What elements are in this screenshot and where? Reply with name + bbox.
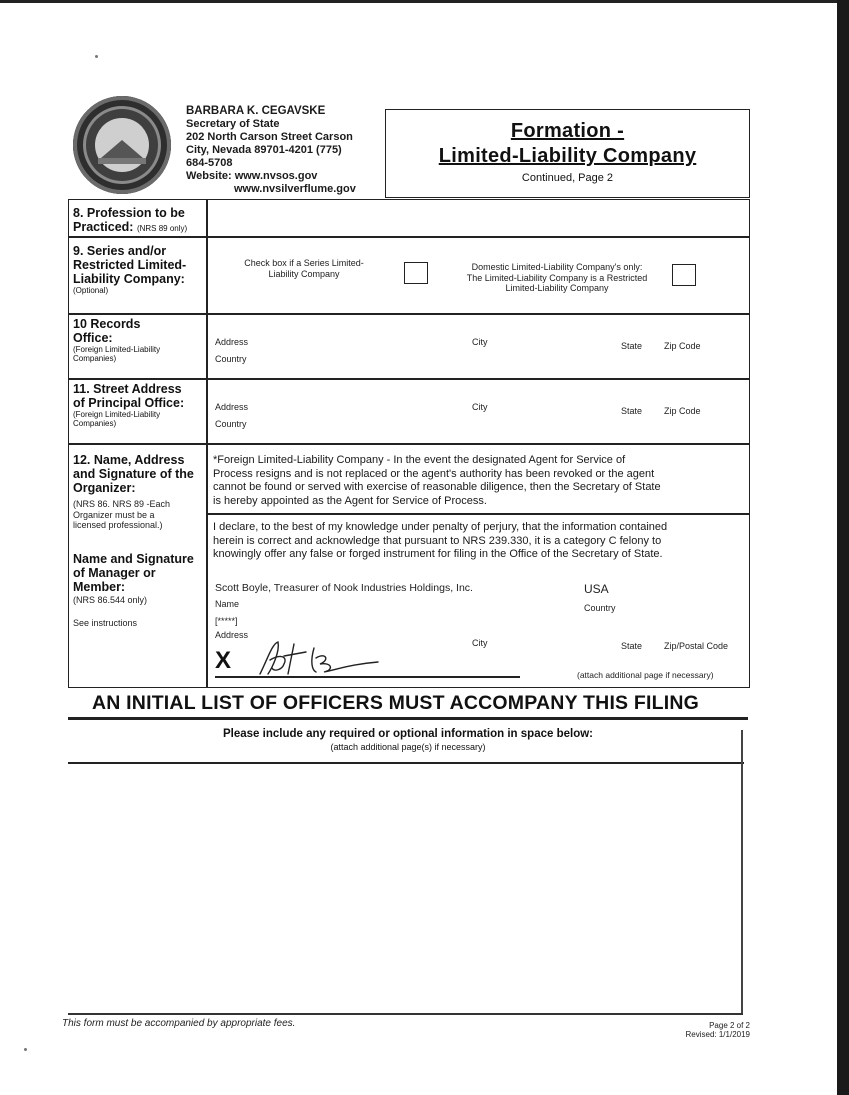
additional-info-area[interactable]	[70, 765, 738, 1011]
organizer-city-label: City	[472, 638, 488, 648]
principal-city-label: City	[472, 402, 488, 412]
agency-address-2: City, Nevada 89701-4201 (775)	[186, 144, 342, 156]
additional-info-box-top	[68, 762, 744, 764]
section-11-label	[73, 382, 184, 428]
principal-address-label: Address	[215, 402, 249, 412]
footer-revised-date: Revised: 1/1/2019	[685, 1030, 750, 1039]
series-llc-checkbox[interactable]	[404, 262, 428, 284]
organizer-state-label: State	[621, 641, 643, 651]
section-8-title: 8. Profession to be	[73, 206, 185, 220]
scan-speck	[24, 1048, 27, 1051]
nevada-state-seal-icon	[73, 96, 171, 194]
signature-line	[215, 676, 520, 678]
footer-page-info	[680, 1021, 750, 1039]
manager-member-title-2: of Manager or	[73, 566, 156, 580]
form-title-box	[385, 109, 750, 198]
organizer-country-label: Country	[584, 603, 616, 613]
additional-info-box-right	[741, 730, 743, 1014]
section-8-note: (NRS 89 only)	[136, 224, 188, 233]
section-11-note-1: (Foreign Limited-Liability	[73, 410, 161, 419]
series-checkbox-label	[229, 258, 379, 279]
records-address-label: Address	[215, 337, 249, 347]
foreign-paragraph-line-3: cannot be found or served with exercise of reasonable diligence, then the Secretary of State	[213, 481, 661, 493]
organizer-zip-label: Zip/Postal Code	[664, 641, 729, 651]
restricted-checkbox-label-3: Limited-Liability Company	[505, 283, 609, 293]
section-9-title-1: 9. Series and/or	[73, 244, 167, 258]
row-divider	[69, 378, 749, 380]
restricted-checkbox-label-2: The Limited-Liability Company is a Restricted	[466, 272, 648, 283]
officers-notice: AN INITIAL LIST OF OFFICERS MUST ACCOMPANY THIS FILING	[92, 692, 699, 714]
declaration-line-2: herein is correct and acknowledge that pursuant to NRS 239.330, it is a category C felony to	[213, 534, 662, 547]
signature-scribble-icon[interactable]	[254, 638, 384, 678]
manager-member-title-1: Name and Signature	[73, 552, 194, 566]
row-divider	[207, 513, 749, 515]
records-country-label: Country	[215, 354, 247, 364]
agency-website-1: Website: www.nvsos.gov	[186, 170, 318, 182]
foreign-llc-agent-paragraph	[213, 454, 743, 508]
section-10-note-2: Companies)	[73, 354, 117, 363]
scan-speck	[95, 55, 98, 58]
section-9-note: (Optional)	[73, 286, 109, 295]
principal-country-label: Country	[215, 419, 247, 429]
agency-website-2: www.nvsilverflume.gov	[234, 183, 356, 195]
form-table	[68, 199, 750, 688]
scan-edge-top	[0, 0, 849, 3]
records-state-label: State	[621, 341, 643, 351]
section-12-note-2: Organizer must be a	[73, 509, 155, 520]
declaration-paragraph	[213, 521, 743, 562]
footer-fee-note: This form must be accompanied by appropriate fees.	[62, 1018, 296, 1029]
organizer-address-label: Address	[215, 630, 249, 640]
form-title-line1: Formation -	[510, 120, 625, 142]
additional-info-box-bottom	[68, 1013, 743, 1015]
scan-edge-right	[837, 0, 849, 1095]
restricted-checkbox-label-1: Domestic Limited-Liability Company's only:	[471, 262, 643, 272]
row-divider	[69, 313, 749, 315]
restricted-checkbox-label	[447, 262, 667, 294]
section-12-title-3: Organizer:	[73, 481, 136, 495]
foreign-paragraph-line-1: *Foreign Limited-Liability Company - In the event the designated Agent for Service of	[213, 454, 626, 466]
see-instructions-note: See instructions	[73, 618, 138, 628]
manager-member-note: (NRS 86.544 only)	[73, 595, 148, 605]
officers-rule	[68, 717, 748, 720]
section-8-title-2: Practiced:	[73, 220, 134, 234]
principal-state-label: State	[621, 406, 643, 416]
foreign-paragraph-line-2: Process resigns and is not replaced or the agent's authority has been revoked or the agent	[213, 467, 655, 480]
section-11-title-1: 11. Street Address	[73, 382, 182, 396]
section-9-title-3: Liability Company:	[73, 272, 185, 286]
section-12-title-1: 12. Name, Address	[73, 453, 185, 467]
section-12-notes	[73, 499, 203, 531]
agency-address-1: 202 North Carson Street Carson	[186, 131, 353, 143]
section-11-title-2: of Principal Office:	[73, 396, 185, 410]
profession-field[interactable]	[209, 202, 745, 234]
series-checkbox-label-1: Check box if a Series Limited-	[244, 258, 364, 268]
records-zip-label: Zip Code	[664, 341, 701, 351]
section-12-label	[73, 453, 194, 495]
declaration-line-1: I declare, to the best of my knowledge under penalty of perjury, that the information contained	[213, 521, 668, 533]
records-city-label: City	[472, 337, 488, 347]
agency-phone: 684-5708	[186, 157, 233, 169]
form-title-line2: Limited-Liability Company	[438, 145, 697, 167]
section-10-title-2: Office:	[73, 331, 113, 345]
section-8-label	[73, 206, 187, 236]
section-12-note-1: (NRS 86. NRS 89 -Each	[73, 499, 171, 509]
organizer-name-label: Name	[215, 599, 240, 609]
row-divider	[69, 236, 749, 238]
section-12-note-3: licensed professional.)	[73, 520, 163, 530]
organizer-address-value[interactable]: [*****]	[215, 616, 238, 626]
footer-page-number: Page 2 of 2	[709, 1021, 750, 1030]
attach-note: (attach additional page if necessary)	[577, 670, 714, 680]
row-divider	[69, 443, 749, 445]
series-checkbox-label-2: Liability Company	[268, 268, 340, 279]
include-instructions: Please include any required or optional information in space below:	[223, 728, 593, 740]
include-instructions-sub: (attach additional page(s) if necessary)	[330, 742, 486, 752]
section-9-title-2: Restricted Limited-	[73, 258, 187, 272]
agency-block	[186, 105, 356, 196]
manager-member-label	[73, 552, 194, 594]
organizer-country-value[interactable]: USA	[584, 582, 609, 596]
principal-zip-label: Zip Code	[664, 406, 701, 416]
organizer-name-value[interactable]: Scott Boyle, Treasurer of Nook Industries Holdings, Inc.	[215, 582, 473, 594]
section-10-title-1: 10 Records	[73, 317, 141, 331]
form-title-continued: Continued, Page 2	[521, 172, 614, 184]
manager-member-title-3: Member:	[73, 580, 126, 594]
section-9-label	[73, 244, 186, 295]
declaration-line-3: knowingly offer any false or forged instrument for filing in the Office of the Secretary of State.	[213, 548, 663, 560]
restricted-llc-checkbox[interactable]	[672, 264, 696, 286]
section-12-title-2: and Signature of the	[73, 467, 194, 481]
signature-x-mark: X	[215, 647, 232, 674]
foreign-paragraph-line-4: is hereby appointed as the Agent for Service of Process.	[213, 494, 487, 507]
agency-title: Secretary of State	[186, 118, 280, 130]
section-11-note-2: Companies)	[73, 419, 117, 428]
agency-name: BARBARA K. CEGAVSKE	[186, 105, 326, 117]
section-10-label	[73, 317, 160, 363]
section-10-note-1: (Foreign Limited-Liability	[73, 345, 161, 354]
